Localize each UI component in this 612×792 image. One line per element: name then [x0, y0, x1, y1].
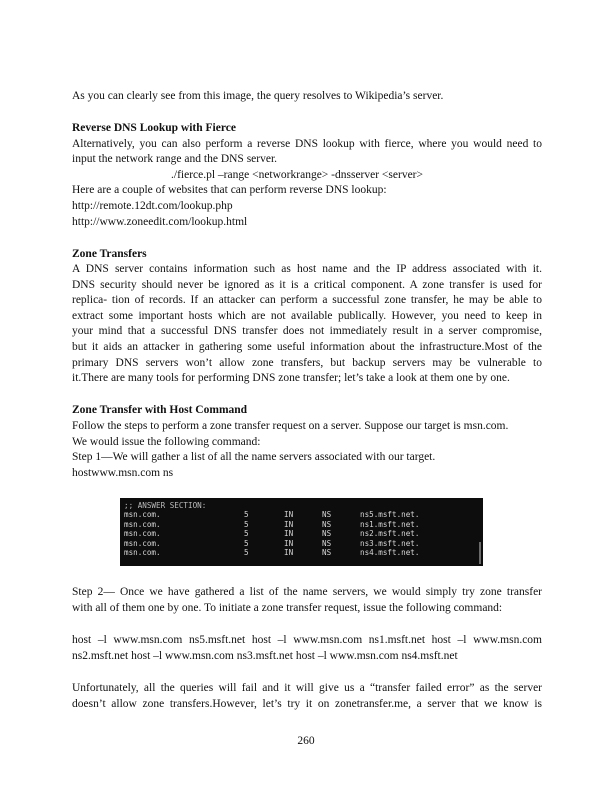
zone-paragraph-line: extract some important hosts which are not available publically. However, you need to keep in [72, 310, 542, 322]
terminal-cell: msn.com. [124, 548, 161, 557]
host-commands-line: host –l www.msn.com ns5.msft.net host –l www.msn.com ns1.msft.net host –l www.msn.com [72, 634, 542, 646]
terminal-cell: IN [284, 529, 294, 538]
section-heading-host-command: Zone Transfer with Host Command [72, 404, 248, 416]
lookup-link[interactable]: http://www.zoneedit.com/lookup.html [72, 216, 248, 228]
terminal-scrollbar [479, 542, 481, 564]
terminal-cell: NS [322, 548, 332, 557]
terminal-cell: ns4.msft.net. [360, 548, 420, 557]
terminal-cell: IN [284, 519, 294, 529]
step2-line: with all of them one by one. To initiate a zone transfer request, issue the following command: [72, 602, 503, 614]
terminal-cell: ns2.msft.net. [360, 529, 420, 538]
terminal-cell: IN [284, 548, 294, 557]
zone-paragraph-line: primary DNS servers won’t allow zone transfers, but backup servers may be vulnerable to [72, 357, 542, 369]
page-number: 260 [297, 735, 315, 747]
section-heading-zone-transfers: Zone Transfers [72, 248, 147, 260]
closing-line: doesn’t allow zone transfers.However, let’s try it on zonetransfer.me, a server that we know is [72, 698, 542, 710]
terminal-cell: IN [284, 538, 294, 548]
host-command: hostwww.msn.com ns [72, 467, 174, 479]
host-line: Step 1—We will gather a list of all the name servers associated with our target. [72, 451, 436, 463]
terminal-cell: ns5.msft.net. [360, 510, 420, 519]
terminal-screenshot [120, 498, 483, 566]
terminal-cell: ns1.msft.net. [360, 519, 420, 529]
lookup-link[interactable]: http://remote.12dt.com/lookup.php [72, 200, 233, 212]
fierce-command: ./fierce.pl –range <networkrange> -dnsserver <server> [171, 169, 424, 181]
fierce-line: input the network range and the DNS server. [72, 153, 278, 165]
terminal-cell: NS [322, 529, 332, 538]
zone-paragraph-line: it.There are many tools for performing DNS zone transfer; let’s take a look at them one by one. [72, 372, 510, 384]
intro-text: As you can clearly see from this image, the query resolves to Wikipedia’s server. [72, 90, 444, 102]
fierce-line: Here are a couple of websites that can perform reverse DNS lookup: [72, 184, 387, 196]
terminal-cell: msn.com. [124, 519, 161, 529]
zone-paragraph-line: DNS security should never be ignored as it is a critical component. A zone transfer is used for [72, 279, 542, 291]
terminal-cell: 5 [244, 538, 249, 548]
zone-paragraph-line: replica- tion of records. If an attacker can perform a successful zone transfer, he may be able to [72, 294, 542, 306]
zone-paragraph-line: A DNS server contains information such as host name and the IP address associated with it. [72, 263, 542, 275]
zone-paragraph-line: but it aids an attacker in gathering some useful information about the infrastructure.Most of the [72, 341, 542, 353]
terminal-cell: 5 [244, 548, 249, 557]
step2-line: Step 2— Once we have gathered a list of the name servers, we would simply try zone transfer [72, 586, 542, 598]
terminal-header: ;; ANSWER SECTION: [124, 501, 207, 510]
section-heading-fierce: Reverse DNS Lookup with Fierce [72, 122, 236, 134]
terminal-cell: msn.com. [124, 529, 161, 538]
fierce-line: Alternatively, you can also perform a reverse DNS lookup with fierce, where you would need to [72, 138, 542, 150]
host-line: We would issue the following command: [72, 436, 261, 448]
terminal-cell: NS [322, 510, 332, 519]
terminal-cell: NS [322, 538, 332, 548]
host-commands-line: ns2.msft.net host –l www.msn.com ns3.msft.net host –l www.msn.com ns4.msft.net [72, 650, 458, 662]
zone-paragraph-line: your mind that a successful DNS transfer does not immediately result in a server compromise, [72, 325, 542, 337]
terminal-cell: msn.com. [124, 538, 161, 548]
host-line: Follow the steps to perform a zone transfer request on a server. Suppose our target is msn.com. [72, 420, 509, 432]
terminal-cell: IN [284, 510, 294, 519]
terminal-cell: ns3.msft.net. [360, 538, 420, 548]
terminal-cell: msn.com. [124, 510, 161, 519]
closing-line: Unfortunately, all the queries will fail and it will give us a “transfer failed error” as the server [72, 682, 542, 694]
terminal-cell: 5 [244, 529, 249, 538]
terminal-cell: 5 [244, 510, 249, 519]
terminal-cell: 5 [244, 519, 249, 529]
terminal-cell: NS [322, 519, 332, 529]
